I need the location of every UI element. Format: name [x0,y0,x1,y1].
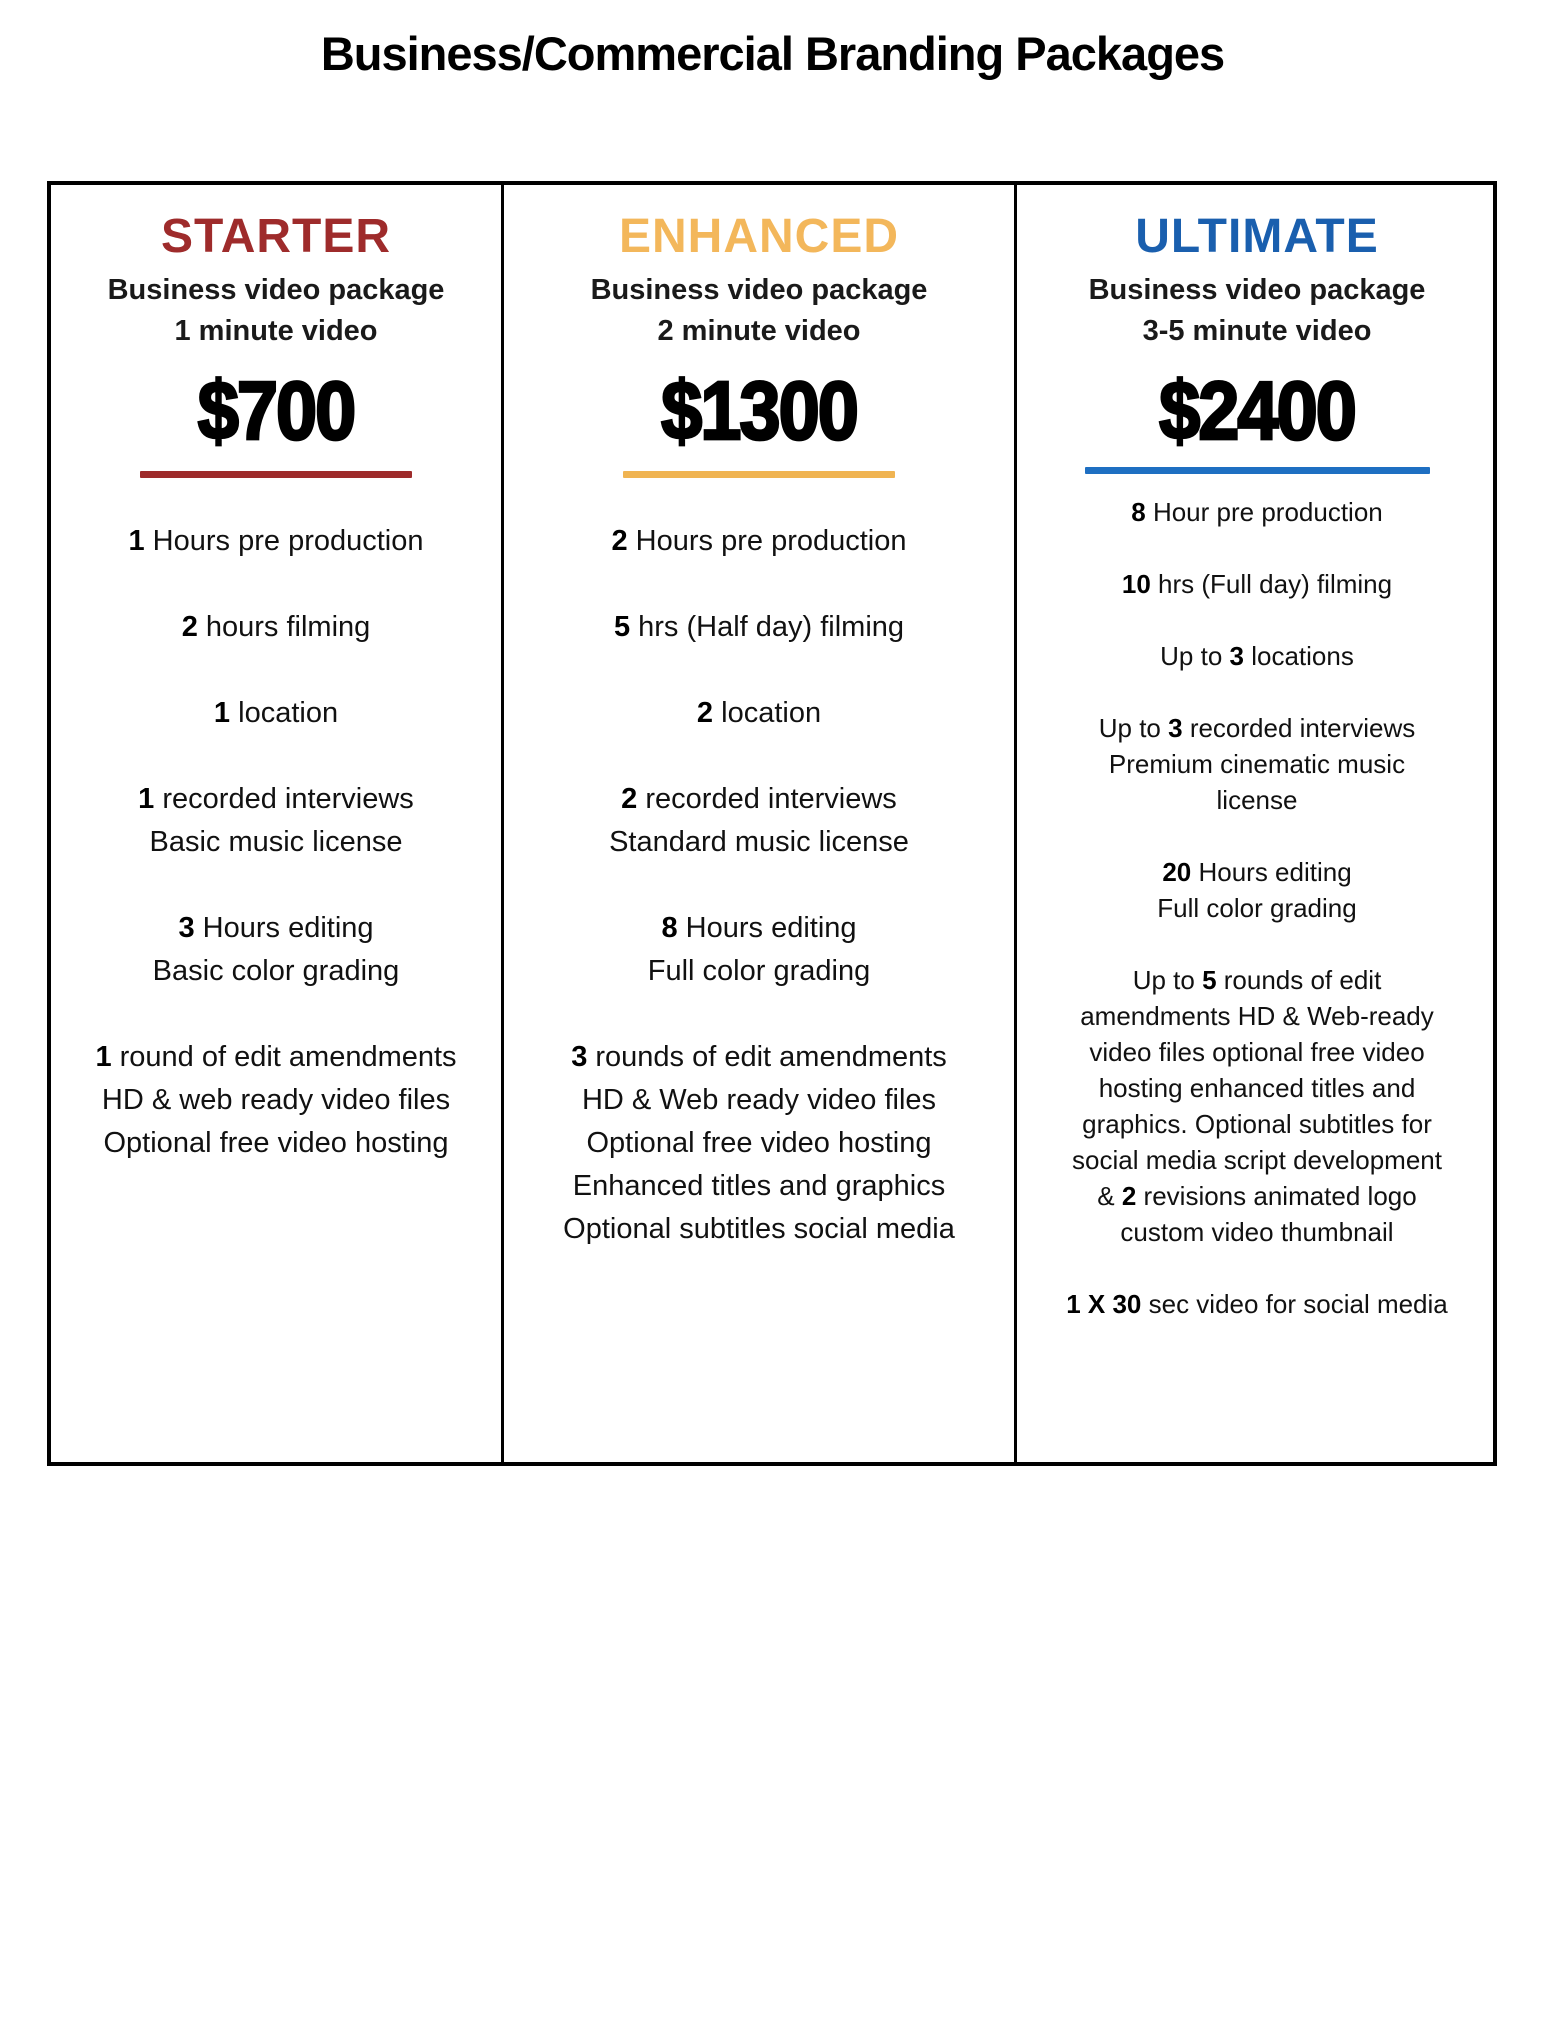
package-name: ULTIMATE [1135,210,1379,263]
package-column-ultimate [1014,185,1497,1462]
package-name: ENHANCED [618,210,899,263]
feature-line: Full color grading [647,955,871,987]
feature-line: 2 hours filming [181,611,371,643]
subtitle-line-1: Business video package [1088,274,1426,306]
package-name: STARTER [160,210,392,263]
feature-line: Standard music license [609,826,909,858]
feature-line: 3 Hours editing [178,912,374,944]
package-column-starter [51,185,501,1462]
feature-line: Basic music license [149,826,403,858]
subtitle-line-1: Business video package [107,274,445,306]
feature-group [514,520,1004,563]
feature-line: Premium cinematic music [1108,749,1406,779]
package-price: $700 [197,364,355,457]
feature-line: 3 rounds of edit amendments [571,1041,947,1073]
feature-line: amendments HD & Web-ready [1080,1001,1434,1031]
subtitle-line-2: 1 minute video [174,315,378,347]
pricing-table [47,181,1497,1466]
package-price: $1300 [661,364,857,457]
subtitle-line-1: Business video package [590,274,928,306]
feature-line: 8 Hours editing [661,912,857,944]
page-title: Business/Commercial Branding Packages [320,27,1225,80]
feature-line: Optional subtitles social media [563,1213,955,1245]
feature-line: social media script development [1072,1145,1442,1175]
feature-line: 2 recorded interviews [621,783,897,815]
feature-line: Optional free video hosting [586,1127,932,1159]
feature-line: HD & web ready video files [101,1084,451,1116]
feature-group [61,692,491,735]
price-underline [623,471,895,478]
feature-group [514,907,1004,993]
feature-list [514,520,1004,1251]
feature-line: Basic color grading [152,955,400,987]
feature-group [1027,638,1487,674]
feature-line: custom video thumbnail [1120,1217,1394,1247]
feature-group [1027,854,1487,926]
price-underline [140,471,412,478]
feature-group [61,1036,491,1165]
feature-line: 1 Hours pre production [128,525,424,557]
feature-line: Enhanced titles and graphics [572,1170,946,1202]
feature-group [1027,710,1487,818]
package-subtitle [61,270,491,352]
feature-line: Up to 3 recorded interviews [1098,713,1416,743]
feature-group [1027,962,1487,1250]
feature-group [514,778,1004,864]
feature-line: Up to 3 locations [1160,641,1354,671]
feature-group [514,606,1004,649]
feature-line: 1 X 30 sec video for social media [1066,1289,1448,1319]
feature-group [1027,494,1487,530]
feature-group [61,907,491,993]
feature-line: license [1216,785,1298,815]
feature-line: 1 round of edit amendments [95,1041,457,1073]
feature-line: hosting enhanced titles and [1098,1073,1416,1103]
feature-list [61,520,491,1165]
feature-group [1027,566,1487,602]
feature-line: HD & Web ready video files [581,1084,937,1116]
package-subtitle [1027,270,1487,352]
price-underline [1085,467,1430,474]
feature-line: Full color grading [1157,893,1357,923]
feature-line: 1 recorded interviews [138,783,414,815]
feature-line: 5 hrs (Half day) filming [613,611,905,643]
feature-line: 8 Hour pre production [1131,497,1383,527]
feature-line: & 2 revisions animated logo [1097,1181,1417,1211]
feature-group [61,606,491,649]
feature-line: Up to 5 rounds of edit [1132,965,1382,995]
package-column-enhanced [501,185,1014,1462]
feature-line: Optional free video hosting [103,1127,449,1159]
feature-group [1027,1286,1487,1322]
feature-line: video files optional free video [1089,1037,1425,1067]
feature-line: graphics. Optional subtitles for [1082,1109,1432,1139]
feature-line: 10 hrs (Full day) filming [1121,569,1393,599]
feature-group [514,1036,1004,1251]
feature-list [1027,494,1487,1322]
package-subtitle [514,270,1004,352]
feature-line: 2 Hours pre production [611,525,907,557]
feature-group [61,520,491,563]
subtitle-line-2: 3-5 minute video [1142,315,1372,347]
feature-line: 1 location [213,697,339,729]
feature-group [61,778,491,864]
feature-line: 20 Hours editing [1162,857,1352,887]
package-price: $2400 [1159,364,1355,457]
subtitle-line-2: 2 minute video [657,315,861,347]
feature-group [514,692,1004,735]
feature-line: 2 location [696,697,822,729]
